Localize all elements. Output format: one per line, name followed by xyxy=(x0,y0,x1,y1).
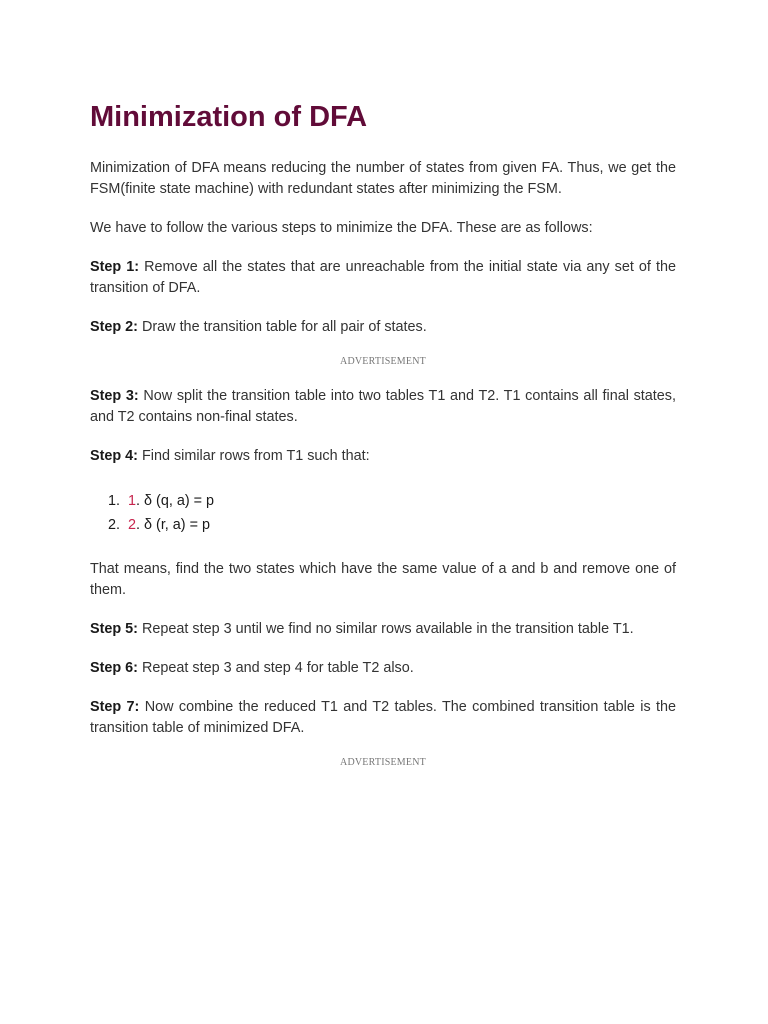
list-number: 1 xyxy=(128,493,137,509)
step-text: Now split the transition table into two tables T1 and T2. T1 contains all final states, and T2 contains non-final states. xyxy=(90,388,676,425)
page-title: Minimization of DFA xyxy=(90,101,368,133)
step-text: Now combine the reduced T1 and T2 tables. The combined transition table is the transition table of minimized DFA. xyxy=(90,699,677,736)
step-2 xyxy=(90,317,676,338)
step-6 xyxy=(90,658,676,679)
step-text: Find similar rows from T1 such that: xyxy=(141,448,370,464)
condition-list xyxy=(90,489,676,537)
step-1 xyxy=(90,257,676,299)
step-text: Draw the transition table for all pair of states. xyxy=(141,319,427,335)
step-7 xyxy=(90,697,676,739)
list-text: . δ (r, a) = p xyxy=(136,517,211,533)
follow-paragraph: We have to follow the various steps to minimize the DFA. These are as follows: xyxy=(90,220,593,236)
list-item xyxy=(124,489,676,513)
step-5 xyxy=(90,619,676,640)
step-4 xyxy=(90,446,676,467)
step-label: Step 3: xyxy=(90,388,139,404)
list-text: . δ (q, a) = p xyxy=(136,493,215,509)
step-3 xyxy=(90,386,676,428)
list-number: 2 xyxy=(128,517,137,533)
explanation-paragraph: That means, find the two states which have the same value of a and b and remove one of them. xyxy=(90,561,676,598)
step-label: Step 1: xyxy=(90,259,140,275)
list-item xyxy=(124,513,676,537)
step-label: Step 4: xyxy=(90,448,138,464)
advertisement-label: ADVERTISEMENT xyxy=(340,757,426,768)
step-text: Remove all the states that are unreachable from the initial state via any set of the transition of DFA. xyxy=(90,259,676,296)
step-text: Repeat step 3 until we find no similar rows available in the transition table T1. xyxy=(141,621,634,637)
step-label: Step 5: xyxy=(90,621,138,637)
article xyxy=(90,98,676,787)
step-label: Step 6: xyxy=(90,660,138,676)
step-label: Step 7: xyxy=(90,699,140,715)
step-text: Repeat step 3 and step 4 for table T2 also. xyxy=(141,660,414,676)
step-label: Step 2: xyxy=(90,319,138,335)
intro-paragraph: Minimization of DFA means reducing the number of states from given FA. Thus, we get the FSM(finite state machine) with redundant states after minimizing the FSM. xyxy=(90,160,676,197)
advertisement-label: ADVERTISEMENT xyxy=(340,356,426,367)
